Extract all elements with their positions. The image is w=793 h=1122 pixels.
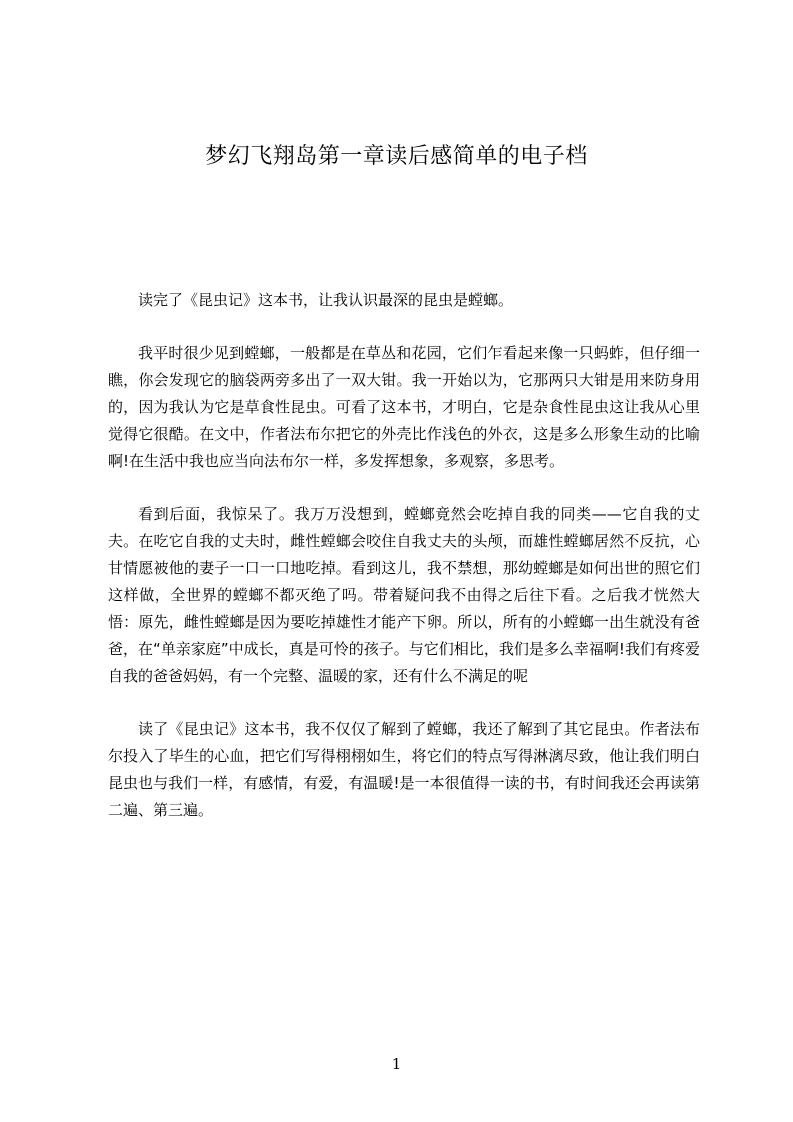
- article-body: [108, 287, 700, 850]
- paragraph-2: 我平时很少见到螳螂，一般都是在草丛和花园，它们乍看起来像一只蚂蚱，但仔细一瞧，你会发现它的脑袋两旁多出了一双大钳。我一开始以为，它那两只大钳是用来防身用的，因为我认为它是草食性昆虫。可看了这本书，才明白，它是杂食性昆虫这让我从心里觉得它很酷。在文中，作者法布尔把它的外壳比作浅色的外衣，这是多么形象生动的比喻啊!在生活中我也应当向法布尔一样，多发挥想象，多观察，多思考。: [108, 344, 700, 470]
- paragraph-3: 看到后面，我惊呆了。我万万没想到，螳螂竟然会吃掉自我的同类——它自我的丈夫。在吃它自我的丈夫时，雌性螳螂会咬住自我丈夫的头颅，而雄性螳螂居然不反抗，心甘情愿被他的妻子一口一口地吃掉。看到这儿，我不禁想，那幼螳螂是如何出世的照它们这样做，全世界的螳螂不都灭绝了吗。带着疑问我不由得之后往下看。之后我才恍然大悟：原先，雌性螳螂是因为要吃掉雄性才能产下卵。所以，所有的小螳螂一出生就没有爸爸，在“单亲家庭”中成长，真是可怜的孩子。与它们相比，我们是多么幸福啊!我们有疼爱自我的爸爸妈妈，有一个完整、温暖的家，还有什么不满足的呢: [108, 505, 700, 685]
- paragraph-4: 读了《昆虫记》这本书，我不仅仅了解到了螳螂，我还了解到了其它昆虫。作者法布尔投入了毕生的心血，把它们写得栩栩如生，将它们的特点写得淋漓尽致，他让我们明白昆虫也与我们一样，有感情，有爱，有温暖!是一本很值得一读的书，有时间我还会再读第二遍、第三遍。: [108, 720, 700, 819]
- paragraph-1: 读完了《昆虫记》这本书，让我认识最深的昆虫是螳螂。: [138, 291, 514, 309]
- page-title: 梦幻飞翔岛第一章读后感简单的电子档: [205, 144, 588, 169]
- page-number: 1: [391, 1055, 402, 1073]
